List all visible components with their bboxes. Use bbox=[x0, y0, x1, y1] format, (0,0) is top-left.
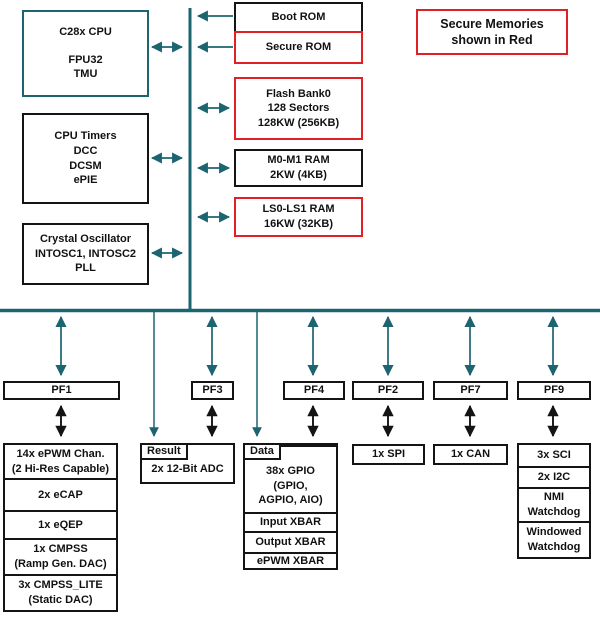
pf1-peripheral-stack bbox=[3, 443, 118, 612]
output-xbar-row bbox=[245, 531, 336, 552]
pll-label: PLL bbox=[75, 262, 96, 275]
flash-sectors-label: 128 Sectors bbox=[267, 102, 330, 115]
i2c-row bbox=[519, 466, 589, 487]
adc-label: 2x 12-Bit ADC bbox=[151, 463, 224, 476]
epwm-hires-label: (2 Hi-Res Capable) bbox=[11, 462, 110, 475]
crystal-osc-label: Crystal Oscillator bbox=[39, 233, 132, 246]
pf7-label: PF7 bbox=[460, 384, 481, 397]
nmi-watchdog-row bbox=[519, 487, 589, 521]
m0m1-ram-box bbox=[234, 149, 363, 187]
cpu-tmu-label: TMU bbox=[73, 68, 98, 81]
ecap-row bbox=[5, 478, 116, 510]
windowed-watchdog-label: Watchdog bbox=[527, 541, 581, 553]
gpio-data-tab-label: Data bbox=[250, 445, 274, 458]
output-xbar-label: Output XBAR bbox=[255, 536, 326, 549]
adc-box bbox=[140, 443, 235, 484]
eqep-row bbox=[5, 510, 116, 538]
ls0ls1-size-label: 16KW (32KB) bbox=[263, 218, 334, 230]
pf7-box bbox=[433, 381, 508, 400]
gpio-types-label-2: AGPIO, AIO) bbox=[258, 494, 323, 507]
legend-box bbox=[416, 9, 568, 55]
boot-rom-label: Boot ROM bbox=[271, 11, 326, 24]
pf4-box bbox=[283, 381, 345, 400]
input-xbar-label: Input XBAR bbox=[259, 516, 322, 529]
cpu-fpu-label: FPU32 bbox=[68, 53, 103, 66]
pf4-label: PF4 bbox=[303, 384, 325, 397]
dcsm-label: DCSM bbox=[69, 159, 102, 172]
adc-result-tab-label: Result bbox=[147, 445, 181, 458]
ecap-label: 2x eCAP bbox=[38, 488, 83, 501]
pf1-label: PF1 bbox=[51, 384, 72, 397]
cmpss-lite-dac-label: (Static DAC) bbox=[28, 594, 93, 606]
pf-bus-connectors bbox=[61, 312, 553, 436]
epwm-row bbox=[5, 445, 116, 478]
eqep-label: 1x eQEP bbox=[38, 518, 83, 531]
ls0ls1-ram-box bbox=[234, 197, 363, 237]
flash-name-label: Flash Bank0 bbox=[266, 87, 331, 100]
cmpss-label: 1x CMPSS bbox=[33, 543, 88, 556]
memory-connectors bbox=[152, 16, 233, 253]
gpio-data-tab bbox=[243, 443, 281, 460]
intosc-label: INTOSC1, INTOSC2 bbox=[34, 247, 137, 260]
input-xbar-row bbox=[245, 512, 336, 531]
oscillator-box bbox=[22, 223, 149, 285]
legend-line1: Secure Memories bbox=[440, 16, 544, 31]
legend-line2: shown in Red bbox=[451, 33, 533, 47]
windowed-watchdog-row bbox=[519, 521, 589, 557]
pf9-peripheral-stack bbox=[517, 443, 591, 559]
cmpss-dac-label: (Ramp Gen. DAC) bbox=[14, 558, 107, 570]
i2c-label: 2x I2C bbox=[537, 471, 571, 484]
can-box bbox=[433, 444, 508, 465]
secure-rom-box bbox=[234, 31, 363, 64]
adc-result-tab bbox=[140, 443, 188, 460]
sci-label: 3x SCI bbox=[537, 449, 571, 462]
nmi-label: NMI bbox=[543, 491, 565, 504]
flash-size-label: 128KW (256KB) bbox=[257, 116, 340, 129]
m0m1-size-label: 2KW (4KB) bbox=[270, 169, 327, 181]
ls0ls1-name-label: LS0-LS1 RAM bbox=[262, 203, 335, 216]
cmpss-lite-row bbox=[5, 574, 116, 610]
cmpss-lite-label: 3x CMPSS_LITE bbox=[18, 579, 103, 592]
gpio-stack bbox=[243, 443, 338, 570]
sci-row bbox=[519, 445, 589, 466]
cpu-timers-box bbox=[22, 113, 149, 204]
pf2-box bbox=[352, 381, 424, 400]
nmi-watchdog-label: Watchdog bbox=[527, 506, 581, 518]
pf9-label: PF9 bbox=[543, 384, 565, 397]
cmpss-row bbox=[5, 538, 116, 574]
epwm-label: 14x ePWM Chan. bbox=[16, 447, 105, 460]
pf9-box bbox=[517, 381, 591, 400]
can-label: 1x CAN bbox=[450, 448, 491, 461]
cpu-box bbox=[22, 10, 149, 97]
pf1-box bbox=[3, 381, 120, 400]
spi-box bbox=[352, 444, 425, 465]
pf3-box bbox=[191, 381, 234, 400]
timers-label: CPU Timers bbox=[54, 130, 117, 143]
secure-rom-label: Secure ROM bbox=[265, 41, 332, 54]
flash-box bbox=[234, 77, 363, 140]
pf-peripheral-connectors bbox=[61, 406, 553, 436]
spi-label: 1x SPI bbox=[371, 448, 406, 461]
cpu-title: C28x CPU bbox=[59, 26, 112, 39]
epwm-xbar-row bbox=[245, 552, 336, 568]
pf2-label: PF2 bbox=[377, 384, 399, 397]
gpio-types-label-1: (GPIO, bbox=[273, 479, 308, 492]
gpio-count-label: 38x GPIO bbox=[266, 465, 315, 478]
dcc-label: DCC bbox=[73, 144, 98, 157]
epie-label: ePIE bbox=[73, 174, 98, 187]
pf3-label: PF3 bbox=[202, 384, 223, 397]
m0m1-name-label: M0-M1 RAM bbox=[267, 154, 330, 167]
epwm-xbar-label: ePWM XBAR bbox=[256, 554, 325, 567]
windowed-label: Windowed bbox=[526, 526, 582, 539]
boot-rom-box bbox=[234, 2, 363, 33]
